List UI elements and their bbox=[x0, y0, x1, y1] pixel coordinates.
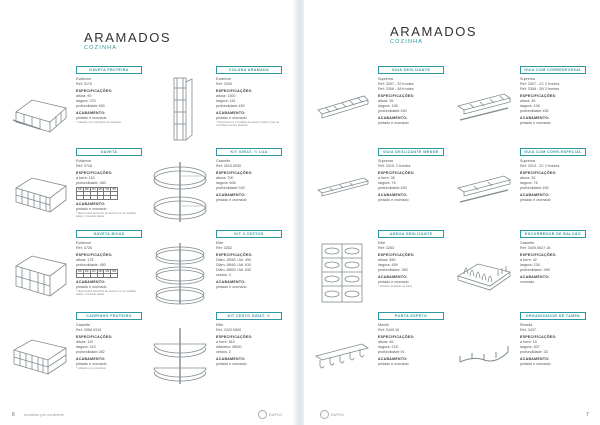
category-label: GUIA COM CORREDEVESAL bbox=[520, 66, 586, 74]
wire-drawer-icon bbox=[10, 240, 70, 306]
right-page bbox=[304, 0, 600, 425]
finish-heading: ACABAMENTO: bbox=[216, 193, 246, 197]
spec-heading: ESPECIFICAÇÕES: bbox=[76, 89, 113, 93]
product-card-guia-com-corr-especial[interactable] bbox=[454, 148, 592, 228]
spec-heading: ESPECIFICAÇÕES: bbox=[216, 89, 253, 93]
spec-line: a torre: 35 bbox=[378, 176, 395, 180]
ref-text: Ref: 3308 - 38 frontes bbox=[378, 87, 414, 91]
wire-column-icon bbox=[150, 76, 210, 142]
finish-line: pintado e cromado bbox=[520, 362, 551, 366]
spec-heading: ESPECIFICAÇÕES: bbox=[378, 171, 415, 175]
brand-text: Cascelle bbox=[216, 159, 231, 163]
finish-heading: ACABAMENTO: bbox=[520, 275, 550, 279]
left-page bbox=[0, 0, 296, 425]
wire-basket-icon bbox=[10, 322, 70, 388]
product-card-gaveta[interactable] bbox=[10, 148, 145, 228]
pull-out-rail-icon bbox=[454, 76, 514, 142]
product-card-kit-cesto-girat[interactable] bbox=[150, 312, 285, 392]
page-number: 7 bbox=[586, 412, 589, 418]
brand-text: Evidence bbox=[76, 77, 92, 81]
product-info bbox=[520, 230, 586, 285]
ref-text: Ref: 3313 - 2C 2 frontes bbox=[520, 164, 560, 168]
category-label: GAVETA bbox=[76, 148, 142, 156]
spec-line: Diâm. Ø660 / Alt. 610 bbox=[216, 263, 252, 267]
size-cell: 380 bbox=[84, 188, 89, 191]
size-table bbox=[76, 187, 118, 200]
spec-line: altura: 35 bbox=[520, 99, 536, 103]
spec-heading: ESPECIFICAÇÕES: bbox=[378, 335, 415, 339]
finish-heading: ACABAMENTO: bbox=[520, 357, 550, 361]
spec-heading: ESPECIFICAÇÕES: bbox=[216, 171, 253, 175]
spec-line: altura: 110 bbox=[76, 340, 94, 344]
finish-heading: ACABAMENTO: bbox=[378, 193, 408, 197]
spec-line: largura: 606 bbox=[216, 181, 236, 185]
finish-line: cromado bbox=[520, 280, 535, 284]
size-cell: 530 bbox=[105, 270, 110, 273]
spec-line: largura: 459 bbox=[378, 263, 398, 267]
product-info bbox=[216, 312, 282, 367]
category-label: GAVETA BIVÁS bbox=[76, 230, 142, 238]
pull-out-rail-icon bbox=[312, 158, 372, 224]
finish-heading: ACABAMENTO: bbox=[520, 193, 550, 197]
size-cell bbox=[83, 196, 90, 200]
size-cell: 580 bbox=[112, 188, 117, 191]
finish-heading: ACABAMENTO: bbox=[378, 357, 408, 361]
spec-line: altura: 35 bbox=[378, 99, 394, 103]
spec-line: profundidade 450 bbox=[520, 109, 549, 113]
finish-heading: ACABAMENTO: bbox=[76, 111, 106, 115]
spec-line: a torre: 115 bbox=[76, 176, 95, 180]
spec-line: Diâm. Ø550 / Alt. 450 bbox=[216, 258, 252, 262]
spec-line: profundidade 91 bbox=[378, 350, 405, 354]
spec-line: profundidade: 495 bbox=[520, 268, 550, 272]
brand-text: Elite bbox=[216, 323, 224, 327]
product-info bbox=[378, 312, 444, 367]
left-page-subtitle: COZINHA bbox=[84, 45, 118, 51]
size-cell: 480 bbox=[98, 270, 103, 273]
product-info bbox=[378, 230, 444, 288]
ref-text: Ref: 3440.16 bbox=[378, 328, 400, 332]
category-label: ADEGA DESLIZANTE bbox=[378, 230, 444, 238]
brand-logo-text: DUFICI bbox=[269, 413, 283, 417]
dish-drainer-icon bbox=[454, 240, 514, 306]
category-label: PORTA ESPETO bbox=[378, 312, 444, 320]
note-text: * Disponível em 6 medidas de acordo. Incluso 2 par de corrediças sempre giratória bbox=[216, 121, 280, 128]
size-cell: 430 bbox=[91, 188, 96, 191]
size-cell bbox=[90, 274, 97, 278]
lazy-susan-icon bbox=[150, 322, 210, 388]
spec-heading: ESPECIFICAÇÕES: bbox=[76, 253, 113, 257]
spec-line: profundidade 450 bbox=[378, 109, 407, 113]
product-card-kit-girat-meia-lua[interactable] bbox=[150, 148, 285, 228]
ref-text: Ref: 3294 bbox=[216, 82, 232, 86]
right-page-subtitle: COZINHA bbox=[390, 39, 424, 45]
brand-text: Suprema bbox=[520, 77, 535, 81]
spec-line: cestos: 2 bbox=[216, 350, 231, 354]
spec-line: profundidade: 450 bbox=[76, 263, 106, 267]
ref-text: Ref: 3297 - 32 frontes bbox=[378, 82, 414, 86]
pull-out-rail-icon bbox=[312, 76, 372, 142]
lazy-susan-icon bbox=[150, 158, 210, 224]
category-label: GAVETA FRUTEIRA bbox=[76, 66, 142, 74]
spec-line: profundidade: 300 bbox=[378, 268, 408, 272]
finish-line: pintado e cromado bbox=[76, 362, 107, 366]
finish-line: pintado e cromado bbox=[216, 285, 247, 289]
finish-heading: ACABAMENTO: bbox=[520, 116, 550, 120]
spec-line: largura: 115 bbox=[216, 99, 236, 103]
product-card-gaveta-fruteira[interactable] bbox=[10, 66, 145, 146]
category-label: CARRINHO FRUTEIRO bbox=[76, 312, 142, 320]
brand-text: Suprema bbox=[520, 159, 535, 163]
category-label: GUIA COM CORR.ESPECIAL bbox=[520, 148, 586, 156]
note-text: * Incluído corrediças na caixa bbox=[378, 285, 412, 288]
product-info bbox=[520, 66, 586, 126]
product-card-guia-deslizante-wenge[interactable] bbox=[312, 148, 447, 228]
size-cell bbox=[83, 274, 90, 278]
size-cell bbox=[111, 196, 118, 200]
finish-line: pintado e cromado bbox=[520, 121, 551, 125]
ref-text: Ref: 3437 bbox=[520, 328, 536, 332]
category-label: KIT 3 CESTOS bbox=[216, 230, 282, 238]
finish-heading: ACABAMENTO: bbox=[216, 280, 246, 284]
finish-line: pintado e cromado bbox=[76, 207, 107, 211]
spec-heading: ESPECIFICAÇÕES: bbox=[378, 253, 415, 257]
finish-line: pintado e cromado bbox=[378, 362, 409, 366]
wine-rack-icon bbox=[312, 240, 372, 306]
ref-text: Ref: 3726 bbox=[76, 246, 92, 250]
product-info bbox=[76, 66, 142, 124]
product-card-porta-espeto[interactable] bbox=[312, 312, 447, 392]
spec-line: profundidade 450 bbox=[216, 104, 245, 108]
size-cell: 330 bbox=[78, 188, 82, 191]
ref-text: Ref: 3716 bbox=[76, 164, 92, 168]
brand-text: Suprema bbox=[378, 159, 393, 163]
spec-heading: ESPECIFICAÇÕES: bbox=[76, 171, 113, 175]
product-info bbox=[76, 230, 142, 297]
spec-line: largura: 218 bbox=[378, 345, 398, 349]
finish-heading: ACABAMENTO: bbox=[76, 357, 106, 361]
brand-logo-icon bbox=[320, 410, 329, 419]
size-cell bbox=[111, 274, 118, 278]
spec-line: profundidade 450 bbox=[520, 186, 549, 190]
brand-logo-icon bbox=[258, 410, 267, 419]
finish-line: pintado e cromado bbox=[216, 362, 247, 366]
skewer-holder-icon bbox=[312, 322, 372, 388]
spec-line: profundidade 450 bbox=[378, 186, 407, 190]
category-label: KIT GIRAT. ½ LUA bbox=[216, 148, 282, 156]
size-cell: 330 bbox=[78, 270, 82, 273]
size-cell: 530 bbox=[105, 188, 110, 191]
brand-text: Cascelle bbox=[520, 241, 535, 245]
wire-basket-icon bbox=[10, 158, 70, 224]
ref-text: Ref: 3307 - 2C 2 frontes bbox=[520, 82, 560, 86]
ref-text: Ref: 3056.0310 bbox=[76, 328, 102, 332]
wire-drawer-icon bbox=[10, 76, 70, 142]
lazy-susan-icon bbox=[150, 240, 210, 306]
finish-heading: ACABAMENTO: bbox=[76, 280, 106, 284]
spec-heading: ESPECIFICAÇÕES: bbox=[216, 335, 253, 339]
spec-line: largura: 370 bbox=[76, 99, 96, 103]
spec-heading: ESPECIFICAÇÕES: bbox=[520, 171, 557, 175]
finish-heading: ACABAMENTO: bbox=[378, 116, 408, 120]
finish-line: pintado e cromado bbox=[76, 116, 107, 120]
size-cell bbox=[104, 196, 111, 200]
note-text: * Disponível 8 tamanhos de acordo com as medidas abaixo. Consultar tabela bbox=[76, 290, 136, 297]
spec-line: altura: 35 bbox=[520, 176, 536, 180]
brand-text: Revelia bbox=[520, 323, 533, 327]
brand-text: Evidence bbox=[216, 77, 232, 81]
product-info bbox=[216, 230, 282, 290]
size-cell: 580 bbox=[112, 270, 117, 273]
ref-text: Ref: 3282 bbox=[216, 246, 232, 250]
size-cell: 480 bbox=[98, 188, 103, 191]
size-cell bbox=[104, 274, 111, 278]
ref-text: Ref: 3015.0030 bbox=[216, 164, 242, 168]
spec-line: largura: 226 bbox=[520, 263, 540, 267]
spec-line: altura: 1300 bbox=[216, 94, 236, 98]
brand-text: Elite bbox=[378, 241, 386, 245]
product-card-guia-com-corredevesal[interactable] bbox=[454, 66, 592, 146]
pull-out-rail-icon bbox=[454, 158, 514, 224]
size-cell bbox=[77, 274, 84, 278]
spec-line: largura: 106 bbox=[378, 104, 398, 108]
note-text: * Disponível 8 tamanhos de acordo com as medidas abaixo. Consultar tabela bbox=[76, 212, 136, 219]
product-info bbox=[216, 66, 282, 128]
ref-text: Ref: 3308 - 2B 3 frontes bbox=[520, 87, 560, 91]
size-cell: 380 bbox=[84, 270, 89, 273]
finish-line: pintado e cromado bbox=[378, 121, 409, 125]
spec-line: largura: 310 bbox=[76, 345, 96, 349]
size-cell bbox=[90, 196, 97, 200]
spec-line: Diâm. Ø800 / Alt. 630 bbox=[216, 268, 252, 272]
spec-line: diâmetro: Ø600 bbox=[216, 345, 242, 349]
ref-text: Ref: 3400.0627.18 bbox=[520, 246, 551, 250]
spec-heading: ESPECIFICAÇÕES: bbox=[520, 253, 557, 257]
page-number: 6 bbox=[12, 412, 15, 418]
spec-heading: ESPECIFICAÇÕES: bbox=[378, 94, 415, 98]
brand-text: Moveli bbox=[378, 323, 389, 327]
spec-heading: ESPECIFICAÇÕES: bbox=[216, 253, 253, 257]
ref-text: Ref: 3315. 2 frontes bbox=[378, 164, 411, 168]
product-card-coluna-aramada[interactable] bbox=[150, 66, 285, 146]
spec-line: profundidade 282 bbox=[76, 350, 105, 354]
size-cell bbox=[77, 196, 84, 200]
finish-heading: ACABAMENTO: bbox=[216, 111, 246, 115]
category-label: ESCORREDOR DE BALCÃO bbox=[520, 230, 586, 238]
spec-line: a torre: 42 bbox=[520, 258, 537, 262]
spec-line: altura: 550 bbox=[378, 258, 396, 262]
size-cell bbox=[97, 274, 104, 278]
finish-heading: ACABAMENTO: bbox=[378, 275, 408, 279]
size-cell: 430 bbox=[91, 270, 96, 273]
category-label: COLUNA ARAMADA bbox=[216, 66, 282, 74]
spec-line: altura: 175 bbox=[76, 258, 94, 262]
spec-line: profundidade: 450 bbox=[76, 181, 106, 185]
finish-heading: ACABAMENTO: bbox=[76, 202, 106, 206]
finish-line: pintado e cromado bbox=[520, 198, 551, 202]
brand-text: Cascelle bbox=[76, 323, 91, 327]
left-page-title: ARAMADOS bbox=[84, 30, 172, 45]
brand-text: Elite bbox=[216, 241, 224, 245]
product-info bbox=[216, 148, 282, 203]
note-text: * Indicado com corrediças bbox=[76, 367, 106, 370]
finish-line: pintado e cromado bbox=[216, 116, 247, 120]
spec-line: largura: 76 bbox=[520, 181, 538, 185]
category-label: ORGANIZADOR DE TAMPA bbox=[520, 312, 586, 320]
footer-text: modelos por conforme bbox=[24, 412, 64, 417]
spec-line: a torre: 610 bbox=[216, 340, 235, 344]
lid-organizer-icon bbox=[454, 322, 514, 388]
product-info bbox=[378, 148, 444, 203]
ref-text: Ref: 3420.0600 bbox=[216, 328, 242, 332]
product-card-gaveta-bivas[interactable] bbox=[10, 230, 145, 310]
spec-line: altura: 46 bbox=[378, 340, 394, 344]
finish-heading: ACABAMENTO: bbox=[216, 357, 246, 361]
spec-heading: ESPECIFICAÇÕES: bbox=[76, 335, 113, 339]
note-text: * Indicado com corrediças de hardware bbox=[76, 121, 121, 124]
product-card-adega-deslizante[interactable] bbox=[312, 230, 447, 310]
spec-line: altura: 700 bbox=[216, 176, 234, 180]
size-table bbox=[76, 269, 118, 278]
spec-line: altura: 90 bbox=[76, 94, 92, 98]
ref-text: Ref: 3170 bbox=[76, 82, 92, 86]
spec-line: largura: 76 bbox=[378, 181, 396, 185]
spec-line: cestos: 3 bbox=[216, 273, 231, 277]
ref-text: Ref: 3283 bbox=[378, 246, 394, 250]
spec-line: a torre: 15 bbox=[520, 340, 537, 344]
finish-line: pintado e cromado bbox=[216, 198, 247, 202]
brand-text: Suprema bbox=[378, 77, 393, 81]
spec-line: profundidade: 33 bbox=[520, 350, 548, 354]
brand-logo-text: DUFICI bbox=[331, 413, 345, 417]
spec-heading: ESPECIFICAÇÕES: bbox=[520, 94, 557, 98]
category-label: GUIA DESLIZANTE WENGE bbox=[378, 148, 444, 156]
product-info bbox=[378, 66, 444, 126]
product-info bbox=[76, 148, 142, 219]
product-info bbox=[76, 312, 142, 370]
product-card-guia-deslizante[interactable] bbox=[312, 66, 447, 146]
spec-line: profundidade 340 bbox=[216, 186, 245, 190]
brand-text: Evidence bbox=[76, 159, 92, 163]
finish-line: pintado e cromado bbox=[76, 285, 107, 289]
category-label: GUIA DESLIZANTE bbox=[378, 66, 444, 74]
finish-line: pintado e cromado bbox=[378, 198, 409, 202]
spec-line: largura: 507 bbox=[520, 345, 540, 349]
spec-line: largura: 106 bbox=[520, 104, 540, 108]
product-card-kit-3-cestos[interactable] bbox=[150, 230, 285, 310]
spec-line: profundidade 450 bbox=[76, 104, 105, 108]
finish-line: pintado e cromado bbox=[378, 280, 409, 284]
brand-text: Evidence bbox=[76, 241, 92, 245]
category-label: KIT CESTO GIRAT. ½ bbox=[216, 312, 282, 320]
size-cell bbox=[97, 196, 104, 200]
product-card-organizador-de-tampa[interactable] bbox=[454, 312, 592, 392]
right-page-title: ARAMADOS bbox=[390, 24, 478, 39]
product-card-escorredor-de-balcao[interactable] bbox=[454, 230, 592, 310]
spec-heading: ESPECIFICAÇÕES: bbox=[520, 335, 557, 339]
product-card-carrinho-fruteiro[interactable] bbox=[10, 312, 145, 392]
product-info bbox=[520, 312, 586, 367]
product-info bbox=[520, 148, 586, 203]
